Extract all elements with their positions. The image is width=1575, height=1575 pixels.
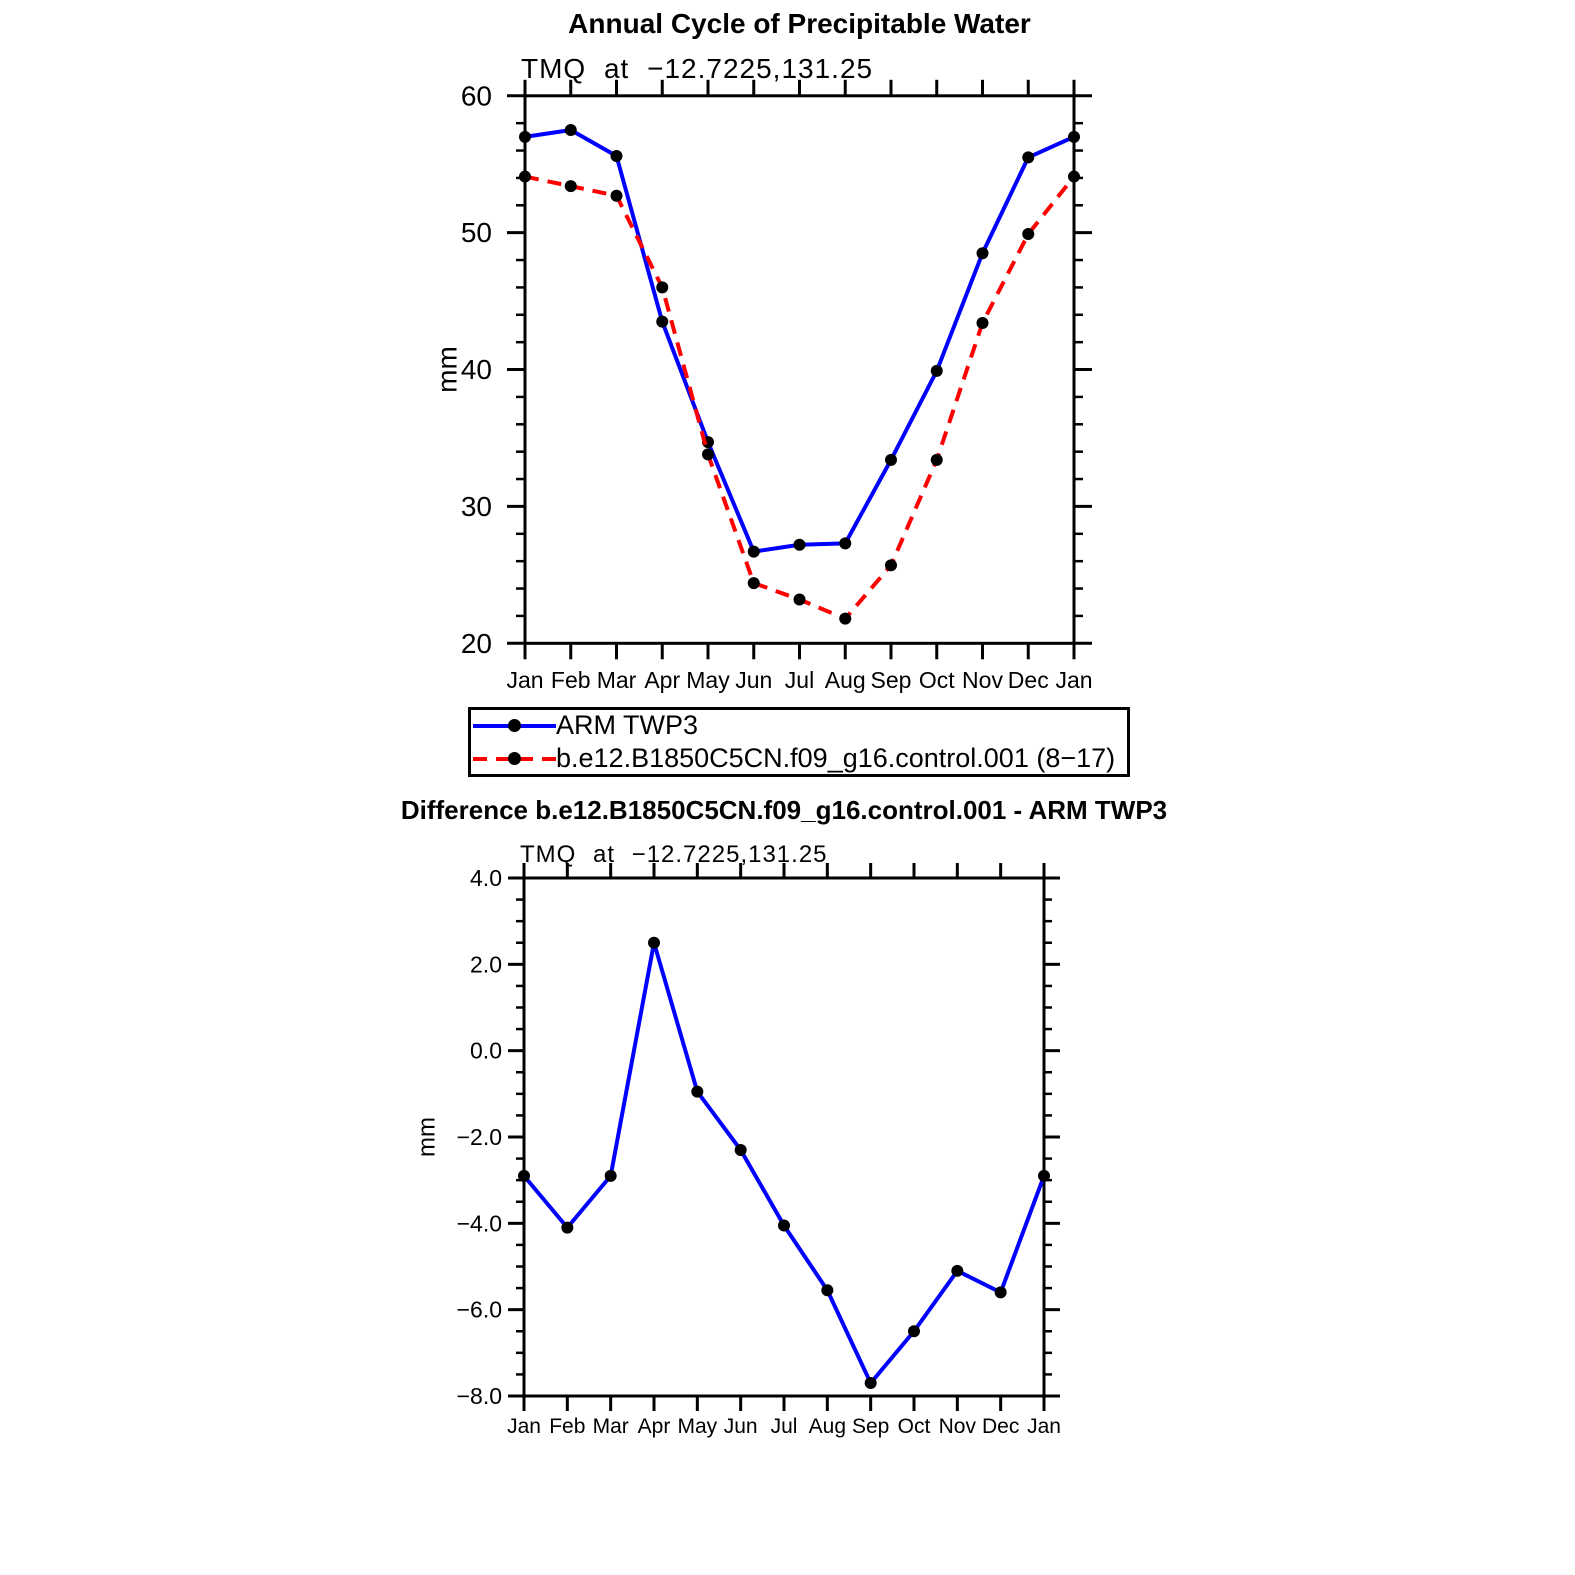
annual-cycle-subtitle: TMQ at −12.7225,131.25 bbox=[521, 53, 874, 84]
x-tick-label: May bbox=[686, 667, 730, 693]
data-point-marker bbox=[1022, 151, 1034, 163]
data-point-marker bbox=[794, 594, 806, 606]
x-tick-label: Jan bbox=[507, 1415, 541, 1438]
y-tick-label: −8.0 bbox=[456, 1383, 502, 1409]
x-tick-label: Oct bbox=[918, 667, 955, 693]
data-point-marker bbox=[839, 537, 851, 549]
data-point-marker bbox=[977, 317, 989, 329]
data-point-marker bbox=[977, 247, 989, 259]
x-tick-label: Dec bbox=[981, 1415, 1020, 1438]
x-tick-label: Aug bbox=[824, 667, 866, 693]
y-axis-title: mm bbox=[431, 346, 463, 393]
y-tick-label: −6.0 bbox=[456, 1296, 502, 1323]
data-point-marker bbox=[748, 546, 760, 558]
y-tick-label: 2.0 bbox=[470, 951, 502, 978]
data-point-marker bbox=[995, 1286, 1007, 1298]
data-point-marker bbox=[611, 190, 623, 202]
y-axis-ticks bbox=[507, 96, 1092, 644]
data-point-marker bbox=[605, 1170, 617, 1182]
data-point-marker bbox=[1068, 171, 1080, 183]
legend-row-model bbox=[471, 742, 1127, 775]
difference-subtitle: TMQ at −12.7225,131.25 bbox=[520, 841, 828, 868]
x-axis-ticks bbox=[524, 863, 1044, 1411]
legend-marker-dot bbox=[508, 719, 521, 732]
x-tick-label: Nov bbox=[962, 667, 1003, 693]
series-1-line bbox=[525, 177, 1074, 619]
data-point-marker bbox=[951, 1265, 963, 1277]
legend-marker-dot bbox=[508, 752, 521, 765]
x-tick-label: Dec bbox=[1007, 667, 1049, 693]
data-point-marker bbox=[518, 1170, 530, 1182]
x-tick-label: Jan bbox=[506, 667, 544, 693]
data-point-marker bbox=[821, 1284, 833, 1296]
legend-row-arm-twp3 bbox=[471, 709, 1127, 742]
legend-line-dashed-swatch bbox=[473, 757, 556, 761]
x-tick-label: Apr bbox=[644, 667, 681, 693]
data-point-marker bbox=[565, 124, 577, 136]
series-0-line bbox=[524, 943, 1044, 1383]
series-0-markers bbox=[519, 124, 1080, 558]
x-tick-label: Apr bbox=[637, 1415, 671, 1438]
x-axis-ticks bbox=[525, 80, 1074, 660]
data-point-marker bbox=[778, 1219, 790, 1231]
x-tick-label: Jul bbox=[770, 1415, 798, 1438]
x-tick-label: Sep bbox=[851, 1415, 890, 1438]
data-point-marker bbox=[1022, 228, 1034, 240]
y-tick-label: 30 bbox=[460, 490, 492, 522]
y-tick-label: 4.0 bbox=[470, 865, 502, 891]
data-point-marker bbox=[908, 1325, 920, 1337]
data-point-marker bbox=[748, 577, 760, 589]
y-tick-label: 50 bbox=[460, 217, 492, 249]
data-point-marker bbox=[735, 1144, 747, 1156]
x-tick-label: Feb bbox=[549, 1415, 586, 1438]
data-point-marker bbox=[794, 539, 806, 551]
x-tick-label: Jul bbox=[784, 667, 815, 693]
annual-cycle-title: Annual Cycle of Precipitable Water bbox=[568, 8, 1031, 39]
data-point-marker bbox=[565, 180, 577, 192]
data-point-marker bbox=[519, 171, 531, 183]
data-point-marker bbox=[519, 131, 531, 143]
x-tick-label: Jan bbox=[1027, 1415, 1061, 1438]
legend-label-arm-twp3: ARM TWP3 bbox=[556, 710, 699, 740]
y-tick-label: 40 bbox=[460, 354, 492, 386]
x-tick-label: Nov bbox=[938, 1415, 977, 1438]
y-axis-title: mm bbox=[413, 1117, 441, 1157]
y-tick-label: 60 bbox=[460, 80, 492, 112]
y-axis-ticks bbox=[508, 878, 1060, 1396]
data-point-marker bbox=[931, 454, 943, 466]
y-tick-label: −2.0 bbox=[456, 1124, 502, 1150]
x-tick-label: Oct bbox=[897, 1415, 931, 1438]
data-point-marker bbox=[931, 365, 943, 377]
data-point-marker bbox=[865, 1377, 877, 1389]
data-point-marker bbox=[648, 937, 660, 949]
x-tick-label: Feb bbox=[550, 667, 591, 693]
data-point-marker bbox=[1068, 131, 1080, 143]
data-point-marker bbox=[656, 281, 668, 293]
data-point-marker bbox=[656, 316, 668, 328]
legend-label-model: b.e12.B1850C5CN.f09_g16.control.001 (8−17) bbox=[556, 743, 1116, 773]
data-point-marker bbox=[611, 150, 623, 162]
series-0-line bbox=[525, 130, 1074, 552]
data-point-marker bbox=[1038, 1170, 1050, 1182]
y-tick-label: −4.0 bbox=[456, 1210, 502, 1237]
data-point-marker bbox=[702, 448, 714, 460]
legend-line-solid-swatch bbox=[473, 724, 556, 728]
series-1-markers bbox=[519, 171, 1080, 625]
x-tick-label: Jun bbox=[723, 1415, 758, 1438]
x-tick-label: Sep bbox=[870, 667, 912, 693]
legend bbox=[468, 707, 1130, 777]
data-point-marker bbox=[691, 1086, 703, 1098]
x-tick-label: May bbox=[677, 1415, 718, 1438]
x-tick-label: Mar bbox=[592, 1415, 629, 1438]
annual-cycle-plot bbox=[432, 80, 1093, 693]
difference-plot bbox=[414, 863, 1061, 1438]
x-tick-label: Jan bbox=[1055, 667, 1093, 693]
plot-frame bbox=[525, 96, 1074, 644]
x-tick-label: Mar bbox=[596, 667, 637, 693]
y-tick-label: 20 bbox=[460, 627, 492, 659]
series-0-markers bbox=[518, 937, 1050, 1389]
x-tick-label: Jun bbox=[735, 667, 773, 693]
data-point-marker bbox=[839, 613, 851, 625]
difference-title: Difference b.e12.B1850C5CN.f09_g16.control.001 - ARM TWP3 bbox=[400, 795, 1168, 825]
data-point-marker bbox=[885, 454, 897, 466]
plot-frame bbox=[524, 878, 1044, 1396]
y-tick-label: 0.0 bbox=[470, 1037, 502, 1064]
data-point-marker bbox=[561, 1222, 573, 1234]
x-tick-label: Aug bbox=[808, 1415, 847, 1438]
data-point-marker bbox=[885, 559, 897, 571]
